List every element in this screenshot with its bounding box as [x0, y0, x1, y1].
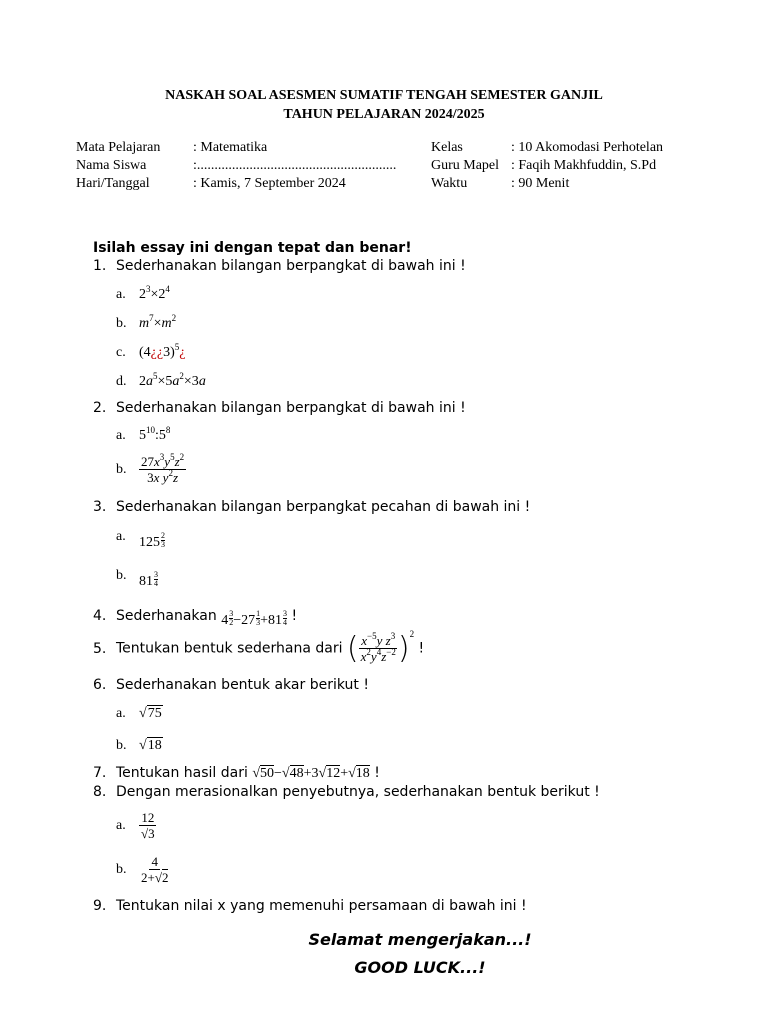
q1-item-a: [116, 285, 170, 303]
fraction-expression: $\frac{4}{2+√2}$: [141, 854, 169, 885]
info-value: : Faqih Makhfuddin, S.Pd: [511, 158, 657, 173]
q6-item-b: [116, 736, 163, 754]
math-expression: $2a^5\times 5a^2\times 3a$: [139, 371, 206, 389]
question-3: [93, 499, 530, 515]
closing-good-luck: GOOD LUCK...!: [354, 958, 486, 977]
item-label: d.: [116, 374, 127, 389]
item-label: a.: [116, 818, 126, 834]
question-text: Sederhanakan: [116, 608, 217, 624]
closing-message: Selamat mengerjakan...!: [308, 930, 532, 949]
q1-item-d: [116, 372, 206, 390]
question-text: Tentukan hasil dari: [116, 765, 248, 781]
info-left-labels: [76, 139, 160, 193]
math-expression: √75: [139, 706, 162, 721]
info-right-values: [511, 139, 663, 193]
info-label: Guru Mapel: [431, 158, 500, 173]
question-text: Sederhanakan bilangan berpangkat pecahan di bawah ini !: [116, 499, 531, 515]
item-label: a.: [116, 428, 126, 443]
question-6: [93, 677, 369, 693]
info-label: Waktu: [431, 176, 468, 191]
question-end: !: [418, 640, 425, 657]
question-1: [93, 258, 466, 274]
q8-item-a: [116, 810, 157, 841]
question-5: [93, 628, 425, 666]
question-8: [93, 784, 600, 800]
q3-item-a: [116, 526, 165, 550]
question-number: 3.: [93, 499, 107, 515]
q2-item-b: [116, 454, 186, 485]
q1-item-b: [116, 314, 176, 332]
info-right-labels: [431, 139, 499, 193]
info-left-values: [193, 139, 396, 193]
question-text: Dengan merasionalkan penyebutnya, sederhanakan bentuk berikut !: [116, 784, 600, 800]
item-label: b.: [116, 862, 127, 878]
question-text: Tentukan bentuk sederhana dari: [116, 640, 343, 657]
question-number: 7.: [93, 765, 107, 781]
question-number: 4.: [93, 608, 107, 624]
info-label: Hari/Tanggal: [76, 176, 150, 191]
question-4: [93, 606, 298, 628]
q8-item-b: [116, 854, 170, 885]
question-end: !: [374, 765, 380, 781]
info-label: Kelas: [431, 140, 463, 155]
math-expression: 4 $\frac{3}{2}$ −27 $\frac{1}{3}$ +81 $\frac{3}{4}$: [221, 609, 287, 628]
info-label: Mata Pelajaran: [76, 140, 161, 155]
item-label: b.: [116, 316, 127, 331]
question-end: !: [291, 608, 298, 624]
fraction-expression: $\frac{27x^3y^5z^2}{3x y^2z}$: [141, 452, 185, 485]
info-value: : 10 Akomodasi Perhotelan: [511, 140, 664, 155]
question-2: [93, 400, 466, 416]
math-expression: √18: [139, 738, 162, 753]
info-value: :.........................................................: [193, 158, 397, 173]
question-text: Sederhanakan bentuk akar berikut !: [116, 677, 369, 693]
math-expression: $m^7\times m^2$: [139, 313, 177, 331]
math-expression: ( $\frac{x^{-5}y z^3}{x^2y^4z^{-2}}$ )$^2$: [346, 628, 415, 666]
info-value: : Kamis, 7 September 2024: [193, 176, 346, 191]
math-expression: $5^{10}:5^8$: [139, 425, 171, 443]
question-number: 9.: [93, 898, 107, 914]
item-label: a.: [116, 287, 126, 302]
info-label: Nama Siswa: [76, 158, 147, 173]
question-number: 1.: [93, 258, 107, 274]
question-text: Sederhanakan bilangan berpangkat di bawah ini !: [116, 400, 466, 416]
item-label: b.: [116, 738, 127, 753]
q2-item-a: [116, 426, 170, 444]
exam-year: TAHUN PELAJARAN 2024/2025: [283, 107, 485, 122]
math-expression: 81 $\frac{3}{4}$: [139, 570, 158, 589]
question-number: 8.: [93, 784, 107, 800]
fraction-expression: $\frac{12}{√3}$: [141, 810, 155, 841]
question-9: [93, 898, 527, 914]
item-label: b.: [116, 568, 127, 583]
question-number: 2.: [93, 400, 107, 416]
math-expression: (4¿¿3)$^5$¿: [139, 342, 186, 360]
math-expression: $2^3\times 2^4$: [139, 284, 170, 302]
instruction: Isilah essay ini dengan tepat dan benar!: [93, 240, 412, 256]
math-expression: √50−√48+3√12+√18: [252, 766, 370, 781]
exam-title: NASKAH SOAL ASESMEN SUMATIF TENGAH SEMESTER GANJIL: [165, 88, 603, 103]
math-expression: 125 $\frac{2}{3}$: [139, 531, 165, 550]
q3-item-b: [116, 565, 158, 589]
item-label: b.: [116, 462, 127, 478]
question-text: Sederhanakan bilangan berpangkat di bawah ini !: [116, 258, 466, 274]
q1-item-c: [116, 343, 186, 361]
item-label: a.: [116, 529, 126, 544]
question-number: 6.: [93, 677, 107, 693]
info-value: : 90 Menit: [511, 176, 570, 191]
question-7: [93, 765, 380, 782]
question-text: Tentukan nilai x yang memenuhi persamaan di bawah ini !: [116, 898, 527, 914]
item-label: c.: [116, 345, 126, 360]
q6-item-a: [116, 704, 163, 722]
info-value: : Matematika: [193, 140, 268, 155]
question-number: 5.: [93, 640, 107, 657]
item-label: a.: [116, 706, 126, 721]
